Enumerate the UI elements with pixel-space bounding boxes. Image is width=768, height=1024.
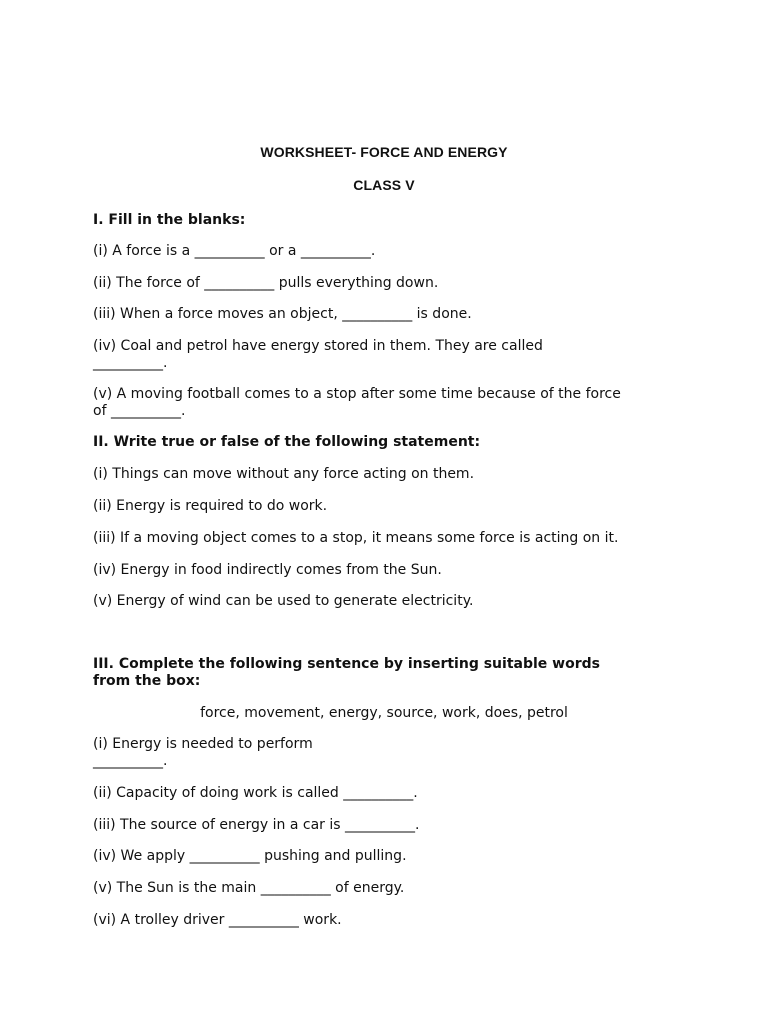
worksheet-title: WORKSHEET- FORCE AND ENERGY <box>260 144 508 160</box>
section-3-item: (iv) We apply __________ pushing and pulling. <box>93 848 407 864</box>
section-3-item: (iii) The source of energy in a car is __________. <box>93 817 420 833</box>
class-label: CLASS V <box>353 177 415 193</box>
section-3-item: (v) The Sun is the main __________ of energy. <box>93 880 405 896</box>
section-1-heading: I. Fill in the blanks: <box>93 212 246 228</box>
section-2-item: (ii) Energy is required to do work. <box>93 498 328 514</box>
section-2-item: (iii) If a moving object comes to a stop, it means some force is acting on it. <box>93 530 619 546</box>
section-3-heading: III. Complete the following sentence by inserting suitable words from the box: <box>93 656 600 689</box>
section-2-heading: II. Write true or false of the following statement: <box>93 434 481 450</box>
section-3-item: (vi) A trolley driver __________ work. <box>93 912 342 928</box>
section-3-item: (ii) Capacity of doing work is called __________. <box>93 785 418 801</box>
section-2-item: (v) Energy of wind can be used to generate electricity. <box>93 593 474 609</box>
section-1-item: (ii) The force of __________ pulls everything down. <box>93 275 439 291</box>
section-1-item: (iv) Coal and petrol have energy stored in them. They are called __________. <box>93 338 543 371</box>
section-1-item: (iii) When a force moves an object, __________ is done. <box>93 306 472 322</box>
section-1-item: (v) A moving football comes to a stop after some time because of the force of __________. <box>93 386 621 419</box>
section-2-item: (iv) Energy in food indirectly comes from the Sun. <box>93 562 442 578</box>
section-1-item: (i) A force is a __________ or a __________. <box>93 243 376 259</box>
section-3-item: (i) Energy is needed to perform __________. <box>93 736 313 769</box>
section-2-item: (i) Things can move without any force acting on them. <box>93 466 475 482</box>
word-box: force, movement, energy, source, work, does, petrol <box>200 705 568 721</box>
